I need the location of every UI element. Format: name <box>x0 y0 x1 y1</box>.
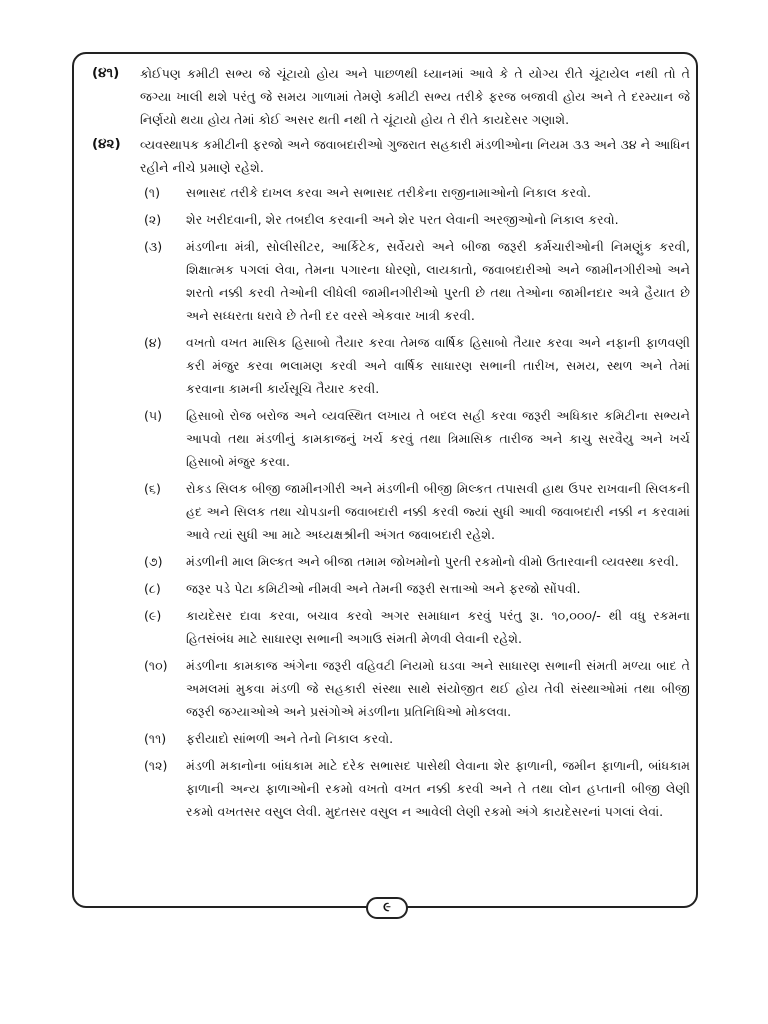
subclause-text: રોકડ સિલક બીજી જામીનગીરી અને મંડળીની બીજી મિલ્કત તપાસવી હાથ ઉપર રાખવાની સિલકની હદ અને સિલક તથા ચોપડાની જવાબદારી નક્કી કરવી જ્યાં સુધી આવી જવાબદારી નક્કી ન કરવામાં આવે ત્યાં સુધી આ માટે અધ્યક્ષશ્રીની અંગત જવાબદારી રહેશે. <box>186 481 690 542</box>
subclause-7 <box>144 550 690 573</box>
subclause-number: (૧૦) <box>144 658 168 673</box>
subclause-text: મંડળીની માલ મિલ્કત અને બીજા તમામ જોખમોનો પુરતી રકમોનો વીમો ઉતારવાની વ્યવસ્થા કરવી. <box>186 554 679 569</box>
subclause-text: મંડળી મકાનોના બાંધકામ માટે દરેક સભાસદ પાસેથી લેવાના શેર ફાળાની, જમીન ફાળાની, બાંધકામ ફાળાની અન્ય ફાળાઓની રકમો વખતો વખત નક્કી કરવી અને તે તથા લોન હપ્તાની બીજી લેણી રકમો વખતસર વસુલ લેવી. મુદતસર વસુલ ન આવેલી લેણી રકમો અંગે કાયદેસરનાં પગલાં લેવાં. <box>186 758 690 819</box>
subclause-text: કાયદેસર દાવા કરવા, બચાવ કરવો અગર સમાધાન કરવું પરંતુ રૂા. ૧૦,૦૦૦/- થી વધુ રકમના હિતસંબંધ માટે સાધારણ સભાની અગાઉ સંમતી મેળવી લેવાની રહેશે. <box>186 608 690 646</box>
subclause-6 <box>144 477 690 546</box>
subclause-text: જરૂર પડે પેટા કમિટીઓ નીમવી અને તેમની જરૂરી સત્તાઓ અને ફરજો સોંપવી. <box>186 581 581 596</box>
subclause-text: મંડળીના કામકાજ અંગેના જરૂરી વહિવટી નિયમો ઘડવા અને સાધારણ સભાની સંમતી મળ્યા બાદ તે અમલમાં મુકવા મંડળી જે સહકારી સંસ્થા સાથે સંયોજીત થઈ હોય તેવી સંસ્થાઓમાં તથા બીજી જરૂરી જગ્યાઓએ અને પ્રસંગોએ મંડળીના પ્રતિનિધિઓ મોકલવા. <box>186 658 690 719</box>
subclause-number: (૮) <box>144 581 161 596</box>
subclause-4 <box>144 331 690 400</box>
subclause-number: (૧) <box>144 185 160 200</box>
clause-41 <box>92 62 690 131</box>
subclause-number: (૯) <box>144 608 162 623</box>
subclause-text: વખતો વખત માસિક હિસાબો તૈયાર કરવા તેમજ વાર્ષિક હિસાબો તૈયાર કરવા અને નફાની ફાળવણી કરી મંજુર કરવા ભલામણ કરવી અને વાર્ષિક સાધારણ સભાની તારીખ, સમય, સ્થળ અને તેમાં કરવાના કામની કાર્યસૂચિ તૈયાર કરવી. <box>186 335 690 396</box>
clause-42 <box>92 133 690 179</box>
subclause-10 <box>144 654 690 723</box>
subclause-number: (૫) <box>144 408 163 423</box>
subclause-9 <box>144 604 690 650</box>
subclause-2 <box>144 208 690 231</box>
subclause-number: (૬) <box>144 481 161 496</box>
clause-number: (૪૨) <box>92 136 121 152</box>
page-number: ૯ <box>366 897 408 919</box>
subclause-number: (૧૧) <box>144 731 167 746</box>
clause-text: વ્યવસ્થાપક કમીટીની ફરજો અને જવાબદારીઓ ગુજરાત સહકારી મંડળીઓના નિયમ ૩૩ અને ૩૪ ને આધિન રહીને નીચે પ્રમાણે રહેશે. <box>140 137 690 175</box>
subclause-number: (૩) <box>144 239 163 254</box>
clause-text: કોઈપણ કમીટી સભ્ય જે ચૂંટાયો હોય અને પાછળથી ધ્યાનમાં આવે કે તે યોગ્ય રીતે ચૂંટાયેલ નથી તો તે જગ્યા ખાલી થશે પરંતુ જે સમય ગાળામાં તેમણે કમીટી સભ્ય તરીકે ફરજ બજાવી હોય અને તે દરમ્યાન જે નિર્ણયો થયા હોય તેમાં કોઈ અસર થતી નથી તે ચૂંટાયો હોય તે રીતે કાયદેસર ગણાશે. <box>140 66 690 127</box>
clause-number: (૪૧) <box>92 65 120 81</box>
subclause-3 <box>144 235 690 327</box>
subclause-text: સભાસદ તરીકે દાખલ કરવા અને સભાસદ તરીકેના રાજીનામાઓનો નિકાલ કરવો. <box>186 185 592 200</box>
subclause-12 <box>144 754 690 823</box>
page-content <box>92 62 690 827</box>
subclause-text: ફરીયાદો સાંભળી અને તેનો નિકાલ કરવો. <box>186 731 394 746</box>
subclause-number: (૭) <box>144 554 163 569</box>
subclause-number: (૪) <box>144 335 162 350</box>
subclause-number: (૧૨) <box>144 758 168 773</box>
subclause-5 <box>144 404 690 473</box>
subclause-text: હિસાબો રોજ બરોજ અને વ્યવસ્થિત લખાય તે બદલ સહી કરવા જરૂરી અધિકાર કમિટીના સભ્યને આપવો તથા મંડળીનું કામકાજનું ખર્ચ કરવું તથા ત્રિમાસિક તારીજ અને કાચુ સરવૈયુ અને ખર્ચ હિસાબો મંજુર કરવા. <box>186 408 690 469</box>
subclause-1 <box>144 181 690 204</box>
subclause-11 <box>144 727 690 750</box>
subclause-text: શેર ખરીદવાની, શેર તબદીલ કરવાની અને શેર પરત લેવાની અરજીઓનો નિકાલ કરવો. <box>186 212 619 227</box>
subclause-number: (૨) <box>144 212 162 227</box>
subclause-8 <box>144 577 690 600</box>
subclause-text: મંડળીના મંત્રી, સોલીસીટર, આર્કિટેક, સર્વેયરો અને બીજા જરૂરી કર્મચારીઓની નિમણુંક કરવી, શિક્ષાત્મક પગલાં લેવા, તેમના પગારના ધોરણો, લાયકાતો, જવાબદારીઓ અને જામીનગીરીઓ અને શરતો નક્કી કરવી તેઓની લીધેલી જામીનગીરીઓ પુરતી છે તથા તેઓના જામીનદાર અત્રે હૈયાત છે અને સધ્ધરતા ધરાવે છે તેની દર વરસે એકવાર ખાત્રી કરવી. <box>186 239 690 323</box>
